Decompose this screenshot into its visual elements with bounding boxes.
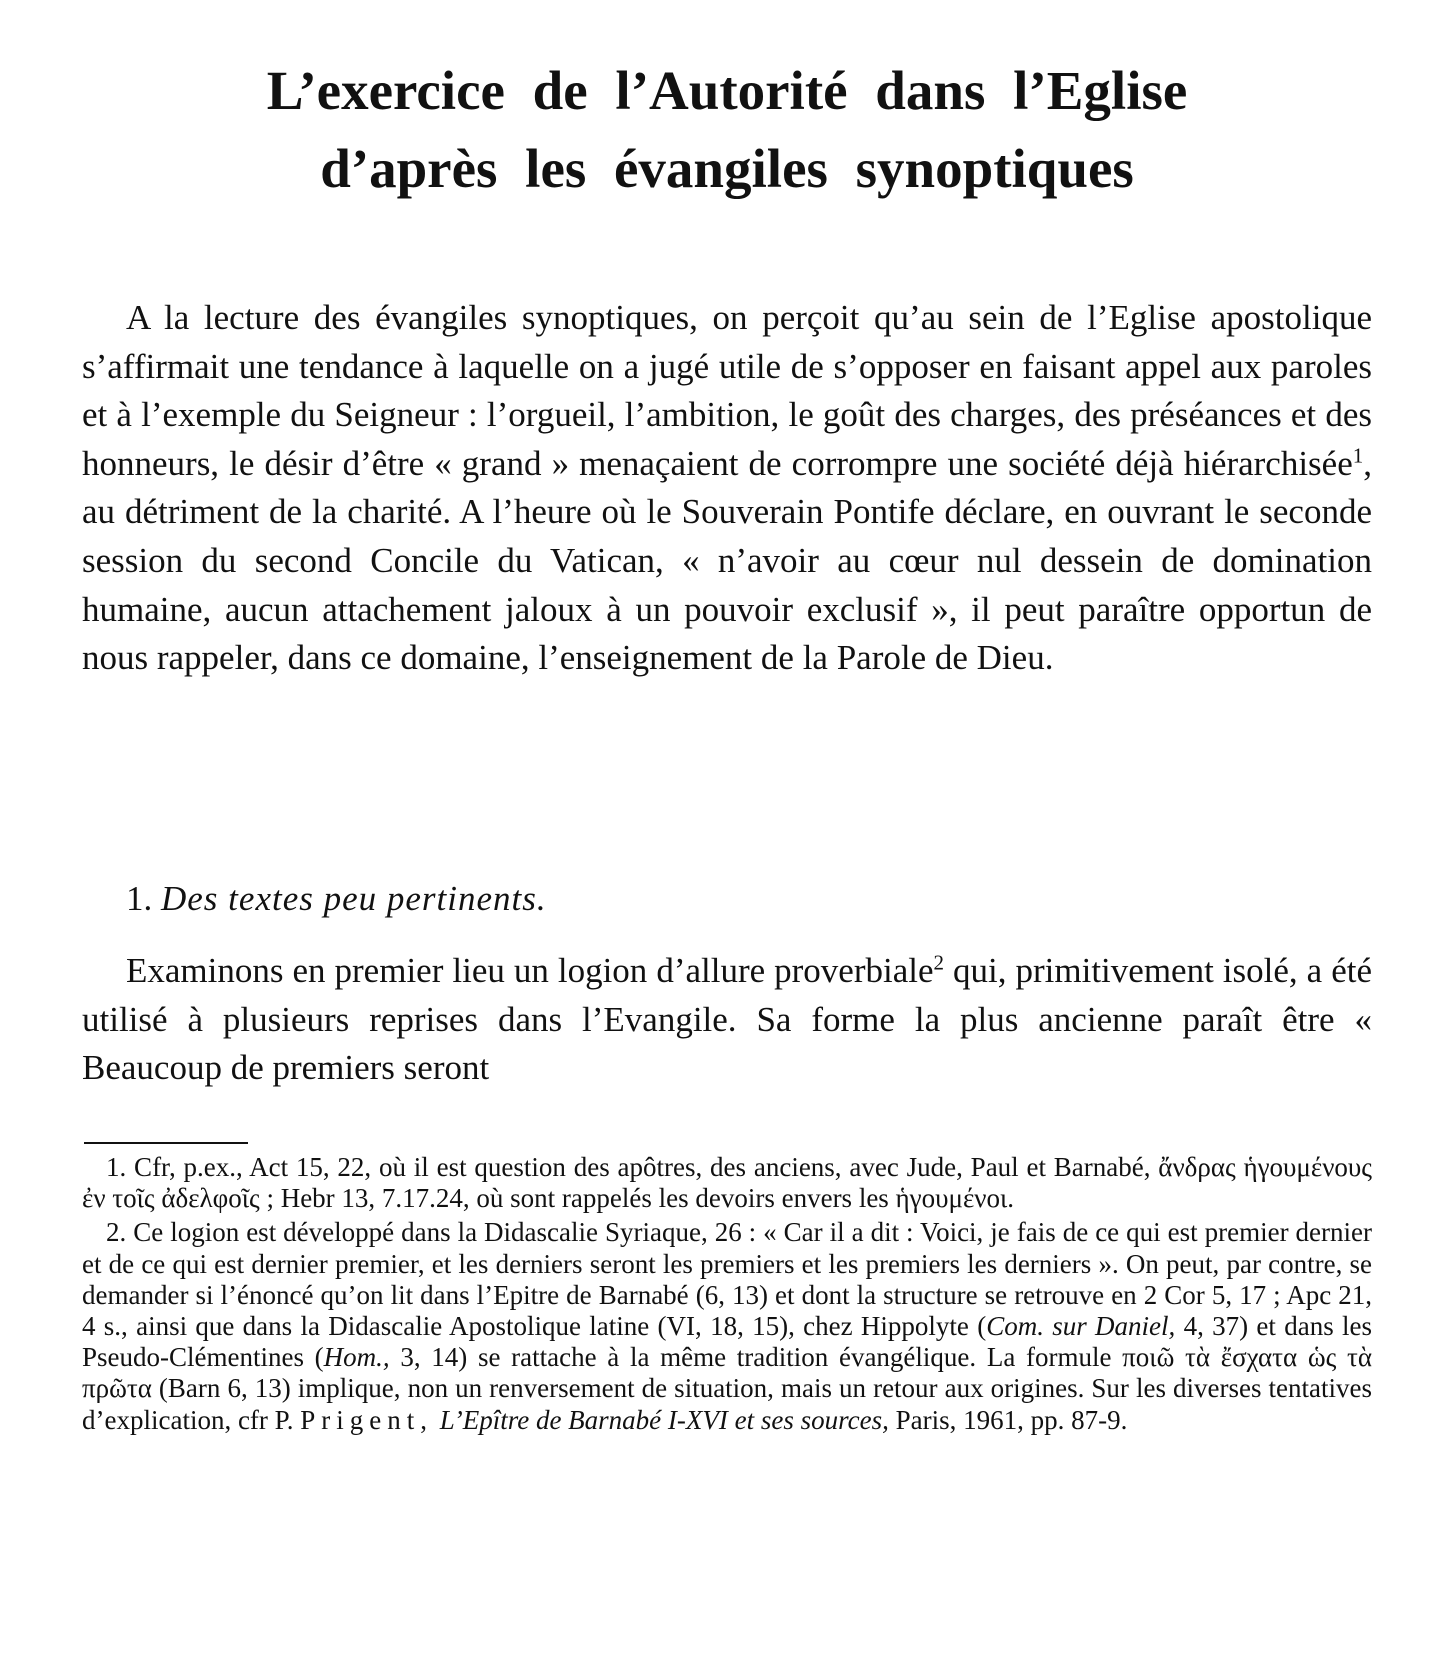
footnote-1: 1. Cfr, p.ex., Act 15, 22, où il est question des apôtres, des anciens, avec Jude, Paul et Barnabé, ἄνδρας ἡγουμένους ἐν τοῖς ἀδελφοῖς ; Hebr 13, 7.17.24, où sont rappelés les devoirs envers les ἡγουμένοι. [82, 1152, 1372, 1214]
article-title [82, 52, 1372, 208]
footnotes [82, 1152, 1372, 1439]
document-page [82, 0, 1372, 1658]
footnote-2-author: Prigent, [300, 1404, 433, 1435]
footnote-2-part-1: 2. Ce logion est développé dans la Didascalie Syriaque, 26 : « Car il a dit : Voici, je fais de ce qui est premier dernier et de ce qui est dernier premier, et les derniers seront les premiers et les premiers les derniers ». On peut, par contre, se demander si l’énoncé qu’on lit dans l’Epitre de Barnabé (6, 13) et dont la structure se retrouve en 2 Cor 5, 17 ; Apc 21, 4 s., ainsi que dans la Didascalie Apostolique latine (VI, 18, 15), chez Hippolyte ( [82, 1217, 1372, 1342]
footnote-ref-2: 2 [933, 950, 945, 975]
paragraph-logion-text-a: Examinons en premier lieu un logion d’allure proverbiale [126, 951, 934, 990]
paragraph-intro-text-b: , au détriment de la charité. A l’heure où le Souverain Pontife déclare, en ouvrant le seconde session du second Concile du Vatican, « n’avoir au cœur nul dessein de domination humaine, aucun attachement jaloux à un pouvoir exclusif », il peut paraître opportun de nous rappeler, dans ce domaine, l’enseignement de la Parole de Dieu. [82, 443, 1372, 678]
footnote-separator [84, 1142, 248, 1144]
footnote-2 [82, 1217, 1372, 1435]
footnote-2-part-2: 4, 37) et dans les Pseudo-Clémentines ( [82, 1311, 1372, 1373]
footnote-2-italic-1: Com. sur Daniel, [986, 1311, 1176, 1342]
paragraph-logion-text-b: qui, primitivement isolé, a été utilisé à plusieurs reprises dans l’Evangile. Sa forme la plus ancienne paraît être « Beaucoup de premiers seront [82, 951, 1372, 1088]
footnote-2-italic-2: Hom., [323, 1342, 390, 1373]
title-line-2: d’après les évangiles synoptiques [320, 138, 1134, 199]
paragraph-intro [82, 294, 1372, 683]
footnote-2-part-3: 3, 14) se rattache à la même tradition évangélique. La formule ποιῶ τὰ ἔσχατα ὡς τὰ πρῶτα (Barn 6, 13) implique, non un renversement de situation, mais un retour aux origines. Sur les diverses tentatives d’explication, cfr P. [82, 1342, 1372, 1435]
title-line-1: L’exercice de l’Autorité dans l’Eglise [266, 60, 1188, 121]
footnote-2-part-4: Paris, 1961, pp. 87-9. [888, 1404, 1128, 1435]
section-number: 1. [126, 879, 153, 918]
footnote-ref-1: 1 [1352, 443, 1364, 468]
section-heading-1 [126, 875, 547, 923]
paragraph-intro-text-a: A la lecture des évangiles synoptiques, on perçoit qu’au sein de l’Eglise apostolique s’affirmait une tendance à laquelle on a jugé utile de s’opposer en faisant appel aux paroles et à l’exemple du Seigneur : l’orgueil, l’ambition, le goût des charges, des préséances et des honneurs, le désir d’être « grand » menaçaient de corrompre une société déjà hiérarchisée [82, 298, 1372, 483]
paragraph-logion [82, 947, 1372, 1093]
footnote-2-italic-3: L’Epître de Barnabé I-XVI et ses sources, [432, 1404, 889, 1435]
section-title: Des textes peu pertinents. [161, 879, 547, 918]
